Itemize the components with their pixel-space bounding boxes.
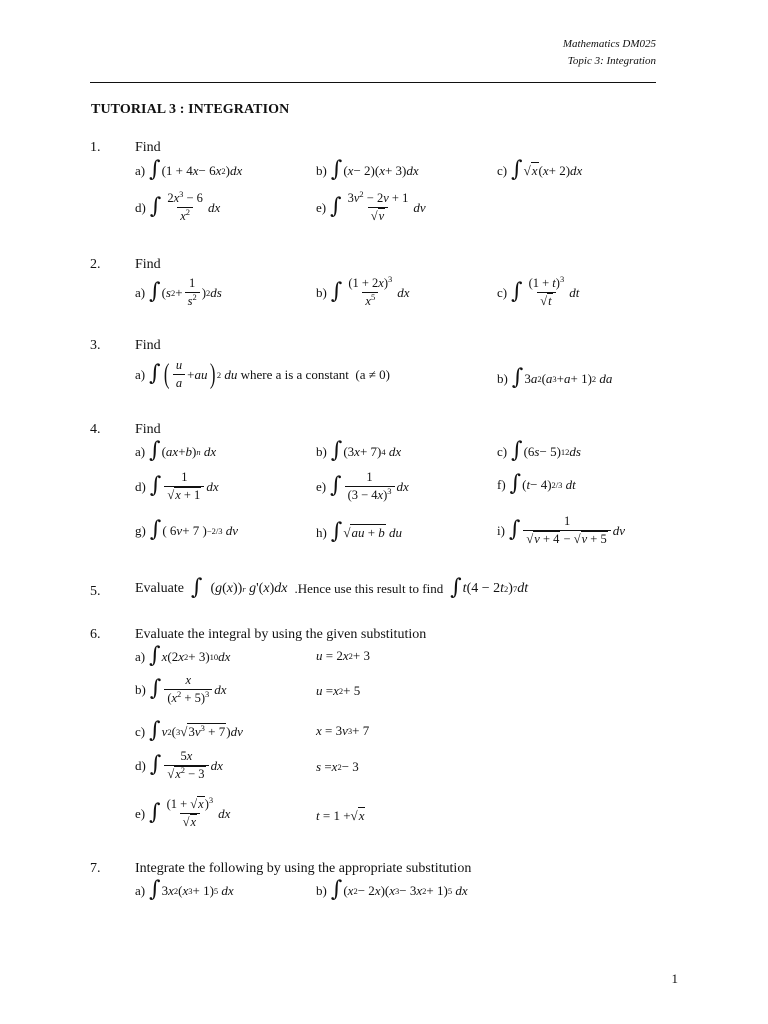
q6-part-b: b) ∫ $\frac{x}{(x^2 + 5)^3}$ dx — [135, 673, 227, 705]
q1-part-d: d) ∫ $\frac{2x^3 - 6}{x^2}$ dx — [135, 189, 221, 223]
q3-part-a: a) ∫ ( $\frac{u}{a}$ + au ) 2 du where a is a constant (a ≠ 0) — [135, 358, 390, 390]
q4-part-b: b) ∫ (3 x + 7) 4 dx — [316, 438, 402, 463]
question-4-prompt: Find — [135, 422, 161, 437]
q6-sub-a: u = 2 x 2 + 3 — [316, 648, 370, 663]
q4-part-f: f) ∫ ( t − 4) 2/3 dt — [497, 471, 576, 496]
q7-part-a: a) ∫ 3 x 2 ( x 3 + 1) 5 dx — [135, 877, 234, 902]
q2-part-c: c) ∫ $\frac{(1 + t)^3}{√t}$ dt — [497, 274, 580, 308]
question-1-prompt: Find — [135, 140, 161, 155]
question-6-number: 6. — [90, 627, 101, 642]
tutorial-title: TUTORIAL 3 : INTEGRATION — [91, 102, 290, 117]
q6-part-a: a) ∫ x (2 x 2 + 3) 10 dx — [135, 643, 231, 668]
page-number: 1 — [671, 971, 678, 986]
q2-part-a: a) ∫ ( s 2 + $\frac{1}{s^2}$ ) 2 ds — [135, 276, 222, 308]
q6-part-e: e) ∫ $\frac{(1 + √x)^3}{√x}$ dx — [135, 795, 231, 829]
q6-sub-d: s = x 2 − 3 — [316, 759, 359, 774]
question-2-prompt: Find — [135, 257, 161, 272]
q4-part-c: c) ∫ (6 s − 5) 12 ds — [497, 438, 581, 463]
q3-condition: (a ≠ 0) — [355, 366, 390, 382]
q4-part-a: a) ∫ ( ax + b ) n dx — [135, 438, 217, 463]
q2-part-b: b) ∫ $\frac{(1 + 2x)^3}{x^5}$ dx — [316, 274, 410, 308]
question-7-prompt: Integrate the following by using the appropriate substitution — [135, 861, 472, 876]
q6-part-c: c) ∫ v 2 ( 3 $√3v^3 + 7$ ) dv — [135, 718, 243, 743]
q4-part-g: g) ∫ ( 6 v + 7 ) −2/3 dv — [135, 517, 239, 542]
q4-part-h: h) ∫ √au + b du — [316, 519, 403, 544]
question-3-prompt: Find — [135, 338, 161, 353]
q6-sub-c: x = 3 v 3 + 7 — [316, 723, 370, 738]
q3-note: where a is a constant — [240, 366, 349, 382]
q6-sub-e: t = 1 + √x — [316, 808, 365, 823]
q6-part-d: d) ∫ $\frac{5x}{√x^2 - 3}$ dx — [135, 749, 223, 781]
q7-part-b: b) ∫ ( x 2 − 2 x )( x 3 − 3 x 2 + 1) 5 dx — [316, 877, 468, 902]
q6-sub-b: u = x 2 + 5 — [316, 683, 361, 698]
question-1-number: 1. — [90, 140, 101, 155]
q1-part-e: e) ∫ $\frac{3v^2 - 2v + 1}{√v}$ dv — [316, 189, 426, 223]
q4-part-i: i) ∫ $\frac{1}{√v + 4 - √v + 5}$ dv — [497, 514, 626, 546]
question-7-number: 7. — [90, 861, 101, 876]
q4-part-e: e) ∫ $\frac{1}{(3 - 4x)^3}$ dx — [316, 470, 409, 502]
q4-part-d: d) ∫ $\frac{1}{√x + 1}$ dx — [135, 470, 219, 502]
q1-part-b: b) ∫ ( x − 2)( x + 3) dx — [316, 157, 419, 182]
question-4-number: 4. — [90, 422, 101, 437]
q5-text: Evaluate ∫ ( g ( x )) r g '( x ) dx .Hence use this result to find ∫ t (4 − 2 t 2 ) 7 dt — [135, 575, 529, 600]
page-header — [563, 36, 656, 70]
header-rule — [90, 82, 656, 83]
question-5-number: 5. — [90, 584, 101, 599]
question-2-number: 2. — [90, 257, 101, 272]
q3-part-b: b) ∫ 3 a 2 ( a 3 + a + 1) 2 da — [497, 365, 613, 390]
question-3-number: 3. — [90, 338, 101, 353]
question-6-prompt: Evaluate the integral by using the given substitution — [135, 627, 427, 642]
topic-title: Topic 3: Integration — [567, 55, 656, 67]
q1-part-c: c) ∫ √x ( x + 2) dx — [497, 157, 583, 182]
course-title: Mathematics DM025 — [562, 38, 656, 50]
q1-part-a: a) ∫ (1 + 4 x − 6 x 2 ) dx — [135, 157, 243, 182]
